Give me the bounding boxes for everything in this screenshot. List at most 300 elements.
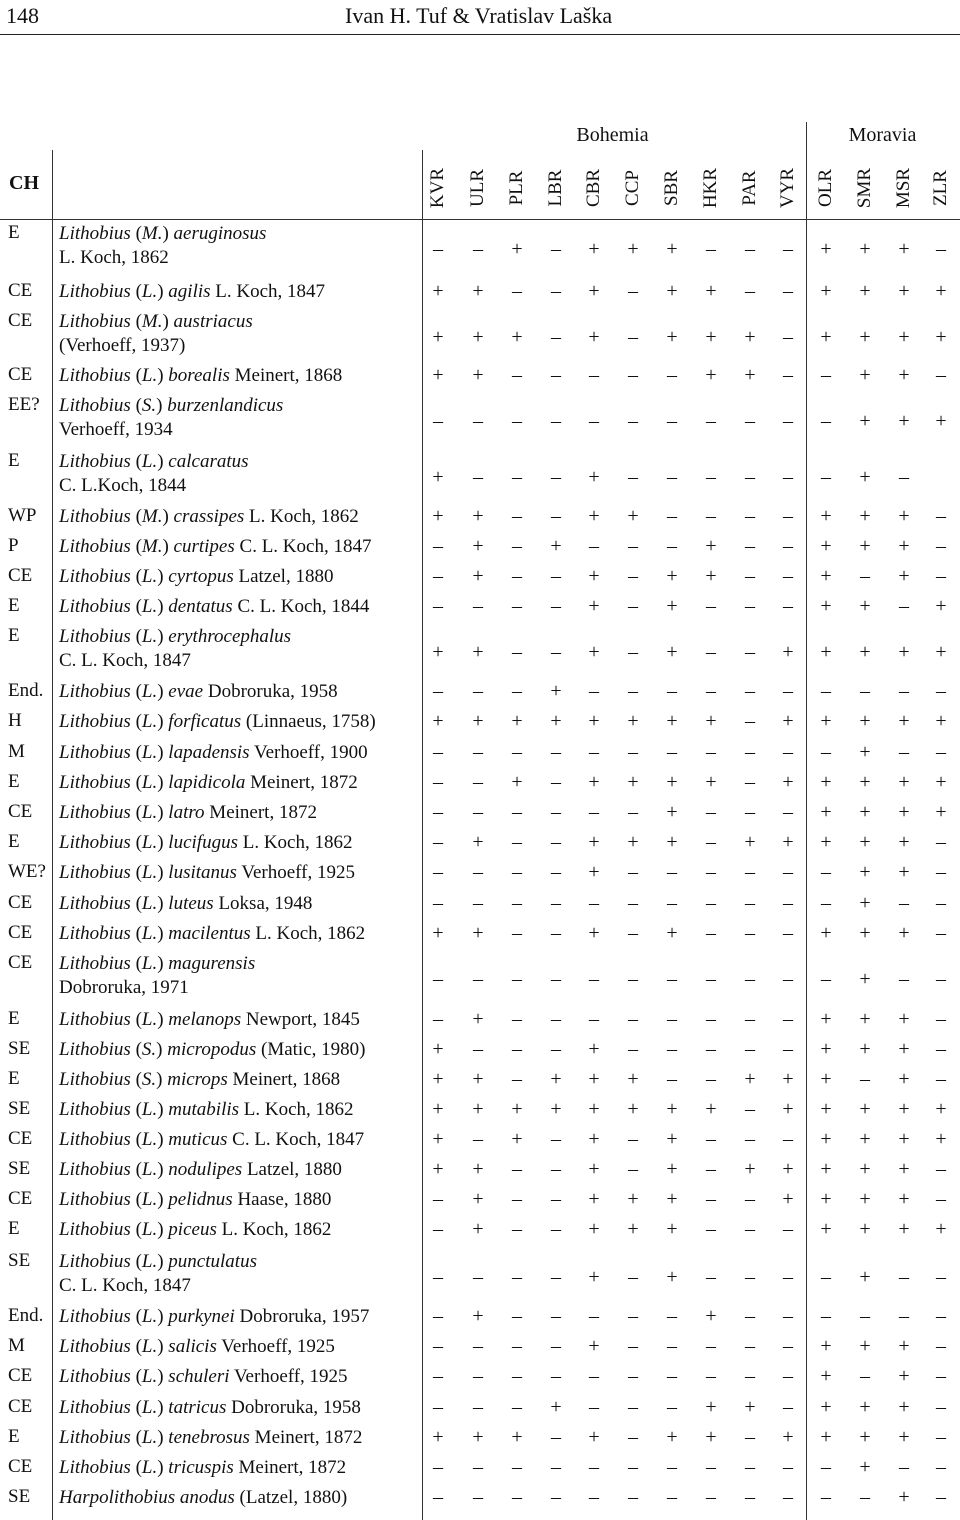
presence-mark: +: [666, 641, 678, 663]
species-epithet: latro: [168, 802, 205, 823]
presence-mark: +: [550, 1098, 562, 1120]
absence-mark: –: [783, 801, 793, 823]
absence-mark: –: [667, 1008, 677, 1030]
presence-mark: +: [588, 1426, 600, 1448]
presence-mark: +: [859, 505, 871, 527]
absence-mark: –: [628, 1365, 638, 1387]
absence-mark: –: [936, 1305, 946, 1327]
subgenus: S.: [141, 1039, 157, 1060]
absence-mark: –: [512, 1068, 522, 1090]
table-row: [0, 1038, 960, 1066]
absence-mark: –: [936, 1038, 946, 1060]
species-name: Lithobius (L.) lusitanus Verhoeff, 1925: [59, 862, 355, 883]
species-name: Lithobius (L.) macilentus L. Koch, 1862: [59, 923, 366, 944]
absence-mark: –: [745, 505, 755, 527]
absence-mark: –: [628, 1038, 638, 1060]
absence-mark: –: [783, 595, 793, 617]
absence-mark: –: [860, 1305, 870, 1327]
presence-mark: +: [898, 801, 910, 823]
absence-mark: –: [433, 595, 443, 617]
absence-mark: –: [589, 801, 599, 823]
presence-mark: +: [898, 1365, 910, 1387]
genus: Lithobius: [59, 1457, 131, 1478]
presence-mark: +: [859, 968, 871, 990]
absence-mark: –: [433, 1456, 443, 1478]
category-code: WP: [8, 505, 37, 526]
absence-mark: –: [473, 861, 483, 883]
category-code: E: [8, 1426, 20, 1447]
category-code: SE: [8, 1038, 31, 1059]
presence-mark: +: [472, 641, 484, 663]
absence-mark: –: [628, 1396, 638, 1418]
absence-mark: –: [667, 1486, 677, 1508]
category-code: SE: [8, 1250, 31, 1271]
absence-mark: –: [512, 1218, 522, 1240]
category-code: SE: [8, 1158, 31, 1179]
presence-mark: +: [666, 1098, 678, 1120]
subgenus: L.: [141, 862, 158, 883]
presence-mark: +: [820, 1396, 832, 1418]
absence-mark: –: [667, 1365, 677, 1387]
column-header-label: PAR: [739, 170, 760, 206]
species-name: Lithobius (L.) schuleri Verhoeff, 1925: [59, 1366, 348, 1387]
category-code: End.: [8, 680, 44, 701]
absence-mark: –: [512, 1158, 522, 1180]
column-header: [538, 165, 574, 211]
table-row: [0, 1128, 960, 1156]
presence-mark: +: [859, 1335, 871, 1357]
table-row: [0, 710, 960, 738]
presence-mark: +: [472, 1008, 484, 1030]
species-epithet: calcaratus: [168, 451, 249, 472]
subgenus: L.: [141, 281, 158, 302]
presence-mark: +: [820, 1098, 832, 1120]
absence-mark: –: [551, 565, 561, 587]
absence-mark: –: [589, 410, 599, 432]
absence-mark: –: [473, 410, 483, 432]
presence-mark: +: [859, 922, 871, 944]
genus: Lithobius: [59, 1366, 131, 1387]
presence-mark: +: [935, 1128, 947, 1150]
genus: Lithobius: [59, 451, 131, 472]
presence-mark: +: [588, 861, 600, 883]
presence-mark: +: [820, 831, 832, 853]
presence-mark: +: [820, 1218, 832, 1240]
author: Verhoeff, 1925: [221, 1336, 335, 1357]
subgenus: M.: [141, 536, 163, 557]
genus: Lithobius: [59, 566, 131, 587]
absence-mark: –: [512, 1396, 522, 1418]
absence-mark: –: [936, 1158, 946, 1180]
presence-mark: +: [666, 1158, 678, 1180]
category-code: CE: [8, 801, 33, 822]
genus: Lithobius: [59, 506, 131, 527]
presence-mark: +: [898, 1426, 910, 1448]
absence-mark: –: [551, 1008, 561, 1030]
table-row: [0, 535, 960, 563]
category-code: P: [8, 535, 19, 556]
absence-mark: –: [899, 1305, 909, 1327]
species-name: Lithobius (L.) nodulipes Latzel, 1880: [59, 1159, 342, 1180]
absence-mark: –: [899, 892, 909, 914]
absence-mark: –: [745, 801, 755, 823]
column-header: [847, 165, 883, 211]
genus: Lithobius: [59, 1099, 131, 1120]
presence-mark: +: [472, 565, 484, 587]
presence-mark: +: [859, 1128, 871, 1150]
absence-mark: –: [551, 801, 561, 823]
genus: Lithobius: [59, 1397, 131, 1418]
species-epithet: evae: [168, 681, 204, 702]
presence-mark: +: [744, 1396, 756, 1418]
absence-mark: –: [860, 565, 870, 587]
presence-mark: +: [744, 1068, 756, 1090]
absence-mark: –: [512, 410, 522, 432]
presence-mark: +: [782, 1098, 794, 1120]
absence-mark: –: [433, 1266, 443, 1288]
presence-mark: +: [859, 1218, 871, 1240]
presence-mark: +: [627, 1098, 639, 1120]
absence-mark: –: [936, 861, 946, 883]
absence-mark: –: [551, 326, 561, 348]
species-epithet: schuleri: [168, 1366, 230, 1387]
author: Dobroruka, 1958: [231, 1397, 361, 1418]
absence-mark: –: [783, 326, 793, 348]
column-header-label: SMR: [854, 167, 875, 209]
presence-mark: +: [550, 535, 562, 557]
absence-mark: –: [589, 892, 599, 914]
presence-mark: +: [627, 238, 639, 260]
absence-mark: –: [667, 1456, 677, 1478]
absence-mark: –: [936, 1365, 946, 1387]
absence-mark: –: [473, 1396, 483, 1418]
species-epithet: lapadensis: [168, 742, 250, 763]
presence-mark: +: [666, 831, 678, 853]
genus: Lithobius: [59, 1009, 131, 1030]
presence-mark: +: [935, 410, 947, 432]
presence-mark: +: [432, 466, 444, 488]
absence-mark: –: [512, 1038, 522, 1060]
presence-mark: +: [705, 280, 717, 302]
absence-mark: –: [473, 1486, 483, 1508]
presence-mark: +: [782, 1158, 794, 1180]
absence-mark: –: [589, 1365, 599, 1387]
absence-mark: –: [551, 641, 561, 663]
absence-mark: –: [899, 466, 909, 488]
absence-mark: –: [433, 1305, 443, 1327]
absence-mark: –: [821, 892, 831, 914]
genus: Lithobius: [59, 1069, 131, 1090]
presence-mark: +: [935, 771, 947, 793]
absence-mark: –: [745, 1038, 755, 1060]
absence-mark: –: [628, 280, 638, 302]
species-epithet: microps: [167, 1069, 228, 1090]
presence-mark: +: [588, 326, 600, 348]
absence-mark: –: [860, 1365, 870, 1387]
presence-mark: +: [511, 1128, 523, 1150]
absence-mark: –: [512, 861, 522, 883]
subgenus: L.: [141, 802, 158, 823]
absence-mark: –: [512, 1486, 522, 1508]
absence-mark: –: [783, 1456, 793, 1478]
category-code: M: [8, 1335, 25, 1356]
author: Meinert, 1872: [238, 1457, 347, 1478]
presence-mark: +: [820, 771, 832, 793]
presence-mark: +: [705, 1426, 717, 1448]
presence-mark: +: [432, 1158, 444, 1180]
presence-mark: +: [744, 326, 756, 348]
presence-mark: +: [859, 280, 871, 302]
presence-mark: +: [820, 505, 832, 527]
absence-mark: –: [433, 680, 443, 702]
absence-mark: –: [589, 680, 599, 702]
absence-mark: –: [706, 238, 716, 260]
subgenus: S.: [141, 395, 157, 416]
species-name: Lithobius (L.) latro Meinert, 1872: [59, 802, 317, 823]
presence-mark: +: [550, 1068, 562, 1090]
category-code: E: [8, 1068, 20, 1089]
species-name: Lithobius (L.) tricuspis Meinert, 1872: [59, 1457, 347, 1478]
category-code: End.: [8, 1305, 44, 1326]
species-name: Lithobius (S.) burzenlandicus Verhoeff, 1934: [59, 395, 284, 440]
absence-mark: –: [433, 892, 443, 914]
absence-mark: –: [628, 1456, 638, 1478]
category-code: CE: [8, 565, 33, 586]
absence-mark: –: [512, 892, 522, 914]
absence-mark: –: [706, 922, 716, 944]
presence-mark: +: [588, 565, 600, 587]
author: C. L. Koch, 1844: [237, 596, 370, 617]
author: Verhoeff, 1925: [241, 862, 355, 883]
species-epithet: dentatus: [168, 596, 233, 617]
species-epithet: curtipes: [173, 536, 235, 557]
category-code: E: [8, 1218, 20, 1239]
species-name: Lithobius (M.) curtipes C. L. Koch, 1847: [59, 536, 372, 557]
category-code: CE: [8, 1188, 33, 1209]
absence-mark: –: [473, 238, 483, 260]
subgenus: L.: [141, 923, 158, 944]
absence-mark: –: [745, 1426, 755, 1448]
column-header: [576, 165, 612, 211]
absence-mark: –: [551, 922, 561, 944]
absence-mark: –: [667, 1305, 677, 1327]
presence-mark: +: [859, 466, 871, 488]
absence-mark: –: [821, 861, 831, 883]
absence-mark: –: [473, 595, 483, 617]
species-epithet: erythrocephalus: [168, 626, 292, 647]
presence-mark: +: [666, 565, 678, 587]
absence-mark: –: [551, 1188, 561, 1210]
genus: Lithobius: [59, 1129, 131, 1150]
presence-mark: +: [588, 710, 600, 732]
presence-mark: +: [820, 1008, 832, 1030]
genus: Lithobius: [59, 1427, 131, 1448]
table-row: [0, 680, 960, 708]
presence-mark: +: [898, 535, 910, 557]
category-code: E: [8, 450, 20, 471]
absence-mark: –: [783, 410, 793, 432]
absence-mark: –: [551, 364, 561, 386]
subgenus: L.: [141, 1427, 158, 1448]
table-row: [0, 952, 960, 1006]
species-epithet: nodulipes: [168, 1159, 243, 1180]
category-code: CE: [8, 1365, 33, 1386]
species-epithet: macilentus: [168, 923, 251, 944]
absence-mark: –: [551, 1038, 561, 1060]
absence-mark: –: [512, 641, 522, 663]
species-epithet: tenebrosus: [168, 1427, 250, 1448]
absence-mark: –: [745, 1008, 755, 1030]
absence-mark: –: [783, 535, 793, 557]
absence-mark: –: [551, 1158, 561, 1180]
author: Latzel, 1880: [246, 1159, 342, 1180]
absence-mark: –: [745, 1456, 755, 1478]
absence-mark: –: [473, 1335, 483, 1357]
category-code: E: [8, 771, 20, 792]
genus: Lithobius: [59, 365, 131, 386]
column-header: [420, 165, 456, 211]
category-code: SE: [8, 1098, 31, 1119]
table-row: [0, 450, 960, 504]
presence-mark: +: [705, 771, 717, 793]
author: Dobroruka, 1971: [59, 977, 189, 998]
absence-mark: –: [473, 1266, 483, 1288]
presence-mark: +: [511, 238, 523, 260]
presence-mark: +: [859, 364, 871, 386]
absence-mark: –: [433, 801, 443, 823]
table-row: [0, 1365, 960, 1393]
species-name: Lithobius (M.) crassipes L. Koch, 1862: [59, 506, 359, 527]
absence-mark: –: [433, 968, 443, 990]
absence-mark: –: [783, 922, 793, 944]
absence-mark: –: [706, 680, 716, 702]
presence-mark: +: [859, 1396, 871, 1418]
absence-mark: –: [821, 1456, 831, 1478]
genus: Lithobius: [59, 893, 131, 914]
presence-mark: +: [705, 326, 717, 348]
absence-mark: –: [551, 1266, 561, 1288]
absence-mark: –: [745, 1305, 755, 1327]
region-moravia: Moravia: [848, 124, 917, 146]
absence-mark: –: [745, 280, 755, 302]
column-header-label: SBR: [661, 170, 682, 206]
author: C. L. Koch, 1847: [59, 650, 191, 671]
presence-mark: +: [820, 1038, 832, 1060]
presence-mark: +: [820, 1188, 832, 1210]
absence-mark: –: [745, 892, 755, 914]
absence-mark: –: [667, 1335, 677, 1357]
absence-mark: –: [551, 595, 561, 617]
presence-mark: +: [588, 505, 600, 527]
species-name: Lithobius (L.) lapadensis Verhoeff, 1900: [59, 742, 368, 763]
presence-mark: +: [898, 280, 910, 302]
presence-mark: +: [550, 680, 562, 702]
absence-mark: –: [667, 968, 677, 990]
presence-mark: +: [432, 1098, 444, 1120]
presence-mark: +: [666, 1266, 678, 1288]
species-name: Lithobius (L.) piceus L. Koch, 1862: [59, 1219, 332, 1240]
absence-mark: –: [551, 892, 561, 914]
table-row: [0, 364, 960, 392]
presence-mark: +: [627, 710, 639, 732]
column-header: [886, 165, 922, 211]
absence-mark: –: [706, 505, 716, 527]
category-code: E: [8, 1008, 20, 1029]
absence-mark: –: [512, 1188, 522, 1210]
absence-mark: –: [473, 771, 483, 793]
presence-mark: +: [898, 1218, 910, 1240]
species-name: Lithobius (L.) mutabilis L. Koch, 1862: [59, 1099, 354, 1120]
absence-mark: –: [551, 466, 561, 488]
presence-mark: +: [935, 801, 947, 823]
author: Meinert, 1872: [254, 1427, 363, 1448]
absence-mark: –: [433, 1218, 443, 1240]
presence-mark: +: [859, 861, 871, 883]
presence-mark: +: [472, 364, 484, 386]
absence-mark: –: [628, 326, 638, 348]
subgenus: L.: [141, 1251, 158, 1272]
absence-mark: –: [667, 861, 677, 883]
presence-mark: +: [820, 641, 832, 663]
presence-mark: +: [935, 595, 947, 617]
genus: Lithobius: [59, 1159, 131, 1180]
absence-mark: –: [512, 1365, 522, 1387]
species-name: Lithobius (L.) erythrocephalus C. L. Koch, 1847: [59, 626, 292, 671]
species-name: Lithobius (L.) magurensis Dobroruka, 1971: [59, 953, 256, 998]
category-code: SE: [8, 1486, 31, 1507]
absence-mark: –: [512, 680, 522, 702]
absence-mark: –: [783, 1266, 793, 1288]
absence-mark: –: [899, 595, 909, 617]
absence-mark: –: [628, 1305, 638, 1327]
absence-mark: –: [706, 1128, 716, 1150]
presence-mark: +: [472, 710, 484, 732]
absence-mark: –: [783, 466, 793, 488]
species-name: Lithobius (L.) purkynei Dobroruka, 1957: [59, 1306, 370, 1327]
presence-mark: +: [898, 922, 910, 944]
presence-mark: +: [666, 1218, 678, 1240]
species-name: Lithobius (M.) austriacus (Verhoeff, 1937): [59, 311, 253, 356]
absence-mark: –: [433, 1365, 443, 1387]
table-row: [0, 565, 960, 593]
author: Haase, 1880: [237, 1189, 332, 1210]
absence-mark: –: [512, 466, 522, 488]
presence-mark: +: [859, 410, 871, 432]
presence-mark: +: [935, 326, 947, 348]
absence-mark: –: [936, 1396, 946, 1418]
absence-mark: –: [706, 1008, 716, 1030]
absence-mark: –: [899, 968, 909, 990]
absence-mark: –: [589, 535, 599, 557]
genus: Lithobius: [59, 742, 131, 763]
subgenus: M.: [141, 311, 163, 332]
category-code: CE: [8, 280, 33, 301]
category-code: E: [8, 831, 20, 852]
table-row: [0, 1188, 960, 1216]
genus: Lithobius: [59, 626, 131, 647]
absence-mark: –: [706, 1266, 716, 1288]
category-code: CE: [8, 1456, 33, 1477]
species-epithet: borealis: [168, 365, 230, 386]
absence-mark: –: [783, 565, 793, 587]
absence-mark: –: [821, 741, 831, 763]
category-code: E: [8, 625, 20, 646]
author: Verhoeff, 1934: [59, 419, 173, 440]
subgenus: L.: [141, 1219, 158, 1240]
subgenus: L.: [141, 1099, 158, 1120]
absence-mark: –: [745, 1335, 755, 1357]
absence-mark: –: [783, 1486, 793, 1508]
